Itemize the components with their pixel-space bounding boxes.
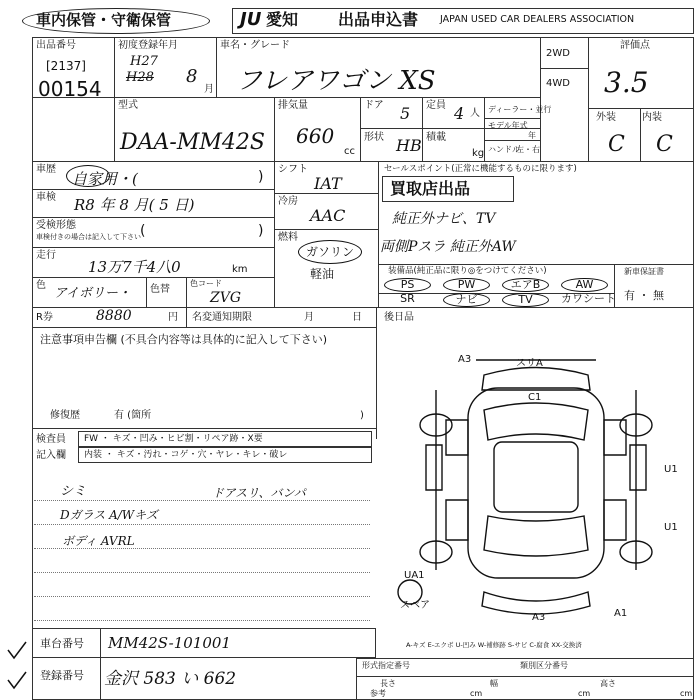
selling-point-1: 純正外ナビ、TV (392, 211, 496, 227)
equipment-item: SR (400, 292, 415, 305)
mileage-value: 13万7千4八0 (88, 258, 181, 276)
cm-unit-2: cm (578, 689, 591, 698)
repair-value: 有 (箇所 (114, 410, 152, 421)
equipment-grid (378, 278, 614, 307)
repair-paren-close: ) (360, 410, 364, 421)
history-paren-close: ) (258, 169, 264, 185)
reception-note: 車検付きの場合は記入して下さい (36, 233, 141, 241)
form-title: 出品申込書 (338, 10, 419, 29)
displacement: 660 (296, 124, 335, 148)
name-change-month: 月 (304, 312, 314, 323)
reception-label: 受検形態 (36, 220, 76, 231)
diagram-sura-top: スリA (516, 358, 543, 369)
model-label: 型式 (118, 100, 138, 111)
recycle-value: 8880 (96, 308, 132, 324)
entry-no: 00154 (38, 77, 102, 101)
repair-label: 修復歴 (50, 410, 80, 421)
reg-year: H27 (130, 54, 158, 69)
plate-label: 登録番号 (40, 669, 84, 682)
inspector-row-1-text: FW ・ キズ・凹み・ヒビ割・リペア跡・X要 (84, 434, 263, 444)
inspection-label: 車検 (36, 192, 56, 203)
km-unit: km (232, 264, 248, 275)
color-code-label: 色コード (190, 279, 222, 288)
fuel-label: 燃料 (278, 232, 298, 243)
capacity-label: 定員 (426, 100, 446, 111)
ju-logo: JU (240, 9, 262, 30)
equipment-label: 装備品(純正品に限り◎をつけてください) (388, 266, 547, 276)
diagram-ua1-left: UA1 (404, 570, 425, 581)
storage-label: 車内保管・守衛保管 (36, 11, 172, 29)
entry-field-label: 記入欄 (36, 450, 66, 461)
equipment-item: カワシート (561, 292, 616, 305)
buyer-tag: 買取店出品 (390, 179, 471, 198)
check-marks (4, 640, 32, 700)
equipment-item: PW (443, 278, 490, 292)
assoc-name: JAPAN USED CAR DEALERS ASSOCIATION (440, 14, 635, 25)
interior-grade: C (656, 132, 673, 157)
class-no-label: 類別区分番号 (520, 661, 568, 670)
color-code-value: ZVG (210, 290, 242, 306)
reg-month: 8 (186, 66, 198, 87)
interior-label: 内装 (642, 112, 662, 123)
diagram-a3-top: A3 (458, 354, 472, 365)
shift-label: シフト (278, 164, 308, 175)
reg-date-label: 初度登録年月 (118, 40, 178, 51)
car-name: フレアワゴン XS (236, 66, 436, 96)
diagram-legend: A-キズ E-エクボ U-凹み W-補修跡 S-サビ C-腐食 XX-交換済 (406, 641, 582, 649)
selling-point-2: 両側Pスラ 純正外AW (380, 239, 516, 255)
fuel-gas: ガソリン (306, 245, 355, 259)
diagram-u1-right-2: U1 (664, 522, 678, 533)
displacement-label: 排気量 (278, 100, 308, 111)
name-change-day: 日 (352, 312, 362, 323)
reception-paren-open: ( (140, 223, 146, 239)
ref-label: 参考 (370, 689, 386, 698)
diagram-a3-bottom: A3 (532, 612, 546, 623)
width-label: 幅 (490, 679, 498, 688)
drive-4wd: 4WD (546, 78, 570, 89)
exterior-label: 外装 (596, 112, 616, 123)
color-value: アイボリー・ (54, 286, 131, 301)
drive-2wd: 2WD (546, 48, 570, 59)
entry-sub-no: [2137] (46, 59, 86, 73)
reception-paren-close: ) (258, 223, 264, 239)
diagram-c1-top: C1 (528, 392, 542, 403)
ac-label: 冷房 (278, 196, 298, 207)
height-label: 高さ (600, 679, 616, 688)
car-name-label: 車名・グレード (220, 40, 290, 51)
diagram-spare: スペア (400, 600, 430, 611)
diagram-a1-bottom: A1 (614, 608, 628, 619)
cc-unit: cc (344, 146, 355, 157)
shape-label: 形状 (364, 132, 384, 143)
fuel-diesel: 軽油 (310, 267, 335, 281)
inspector-label: 検査員 (36, 434, 66, 445)
color-label: 色 (36, 280, 46, 291)
name-change-label: 名変通知期限 (192, 312, 252, 323)
inspector-note-4: ボディ AVRL (62, 534, 135, 548)
equipment-item: ナビ (443, 293, 490, 307)
capacity-unit: 人 (470, 108, 480, 119)
org-name: 愛知 (266, 10, 299, 29)
length-label: 長さ (380, 679, 396, 688)
doors-value: 5 (400, 104, 411, 123)
caution-label: 注意事項申告欄 (不具合内容等は具体的に記入して下さい) (40, 333, 328, 346)
recycle-label: R券 (36, 312, 53, 323)
doors-label: ドア (364, 100, 384, 111)
diagram-u1-right-1: U1 (664, 464, 678, 475)
model-code: DAA-MM42S (120, 130, 265, 155)
warranty-label: 新車保証書 (624, 267, 664, 276)
kg-unit: kg (472, 148, 485, 159)
year-unit: 年 (528, 131, 536, 140)
load-label: 積載 (426, 132, 446, 143)
plate-value: 金沢 583 い 662 (104, 669, 237, 689)
yen-unit: 円 (168, 312, 178, 323)
reg-month-unit: 月 (204, 84, 214, 95)
car-damage-diagram (376, 330, 694, 630)
inspector-note-2: ドアスリ、バンパ (212, 486, 306, 500)
handle-lr: 左・右 (516, 145, 540, 154)
inspector-row-2-text: 内装 ・ キズ・汚れ・コゲ・穴・ヤレ・キレ・破レ (84, 450, 288, 460)
dealer-label: ディーラー・並行 (488, 105, 552, 114)
warranty-value: 有 ・ 無 (624, 289, 664, 302)
model-year-label: モデル年式 (488, 121, 528, 130)
grade-label: 評価点 (620, 40, 650, 51)
history-value: 自家用・( (72, 170, 138, 188)
history-label: 車歴 (36, 164, 56, 175)
chassis-label: 車台番号 (40, 637, 84, 650)
inspector-note-3: Dガラス A/Wキズ (60, 508, 158, 522)
equipment-item: AW (561, 278, 608, 292)
selling-points-label: セールスポイント(正常に機能するものに限ります) (384, 164, 577, 174)
entry-no-label: 出品番号 (36, 40, 76, 51)
equipment-item: エアB (502, 278, 549, 292)
equipment-item: TV (502, 293, 549, 307)
later-items-label: 後日品 (384, 312, 414, 323)
equipment-item: PS (384, 278, 431, 292)
cm-unit-3: cm (680, 689, 693, 698)
chassis-value: MM42S-101001 (108, 634, 231, 652)
shape-value: HB (396, 136, 422, 155)
form-no-label: 形式指定番号 (362, 661, 410, 670)
capacity-value: 4 (454, 104, 465, 123)
handle-label: ハンドル (488, 145, 520, 154)
fuel-gas-circle (298, 240, 362, 264)
history-circle (66, 165, 110, 187)
grade-score: 3.5 (604, 66, 649, 99)
cm-unit-1: cm (470, 689, 483, 698)
shift-value: IAT (314, 174, 342, 193)
mileage-label: 走行 (36, 250, 56, 261)
ac-value: AAC (310, 206, 346, 225)
color-change-label: 色替 (150, 284, 170, 295)
inspector-note-1: シミ (60, 484, 87, 499)
exterior-grade: C (608, 132, 625, 157)
reg-year-struck: H28 (126, 70, 154, 85)
inspection-value: R8 年 8 月( 5 日) (74, 196, 195, 214)
